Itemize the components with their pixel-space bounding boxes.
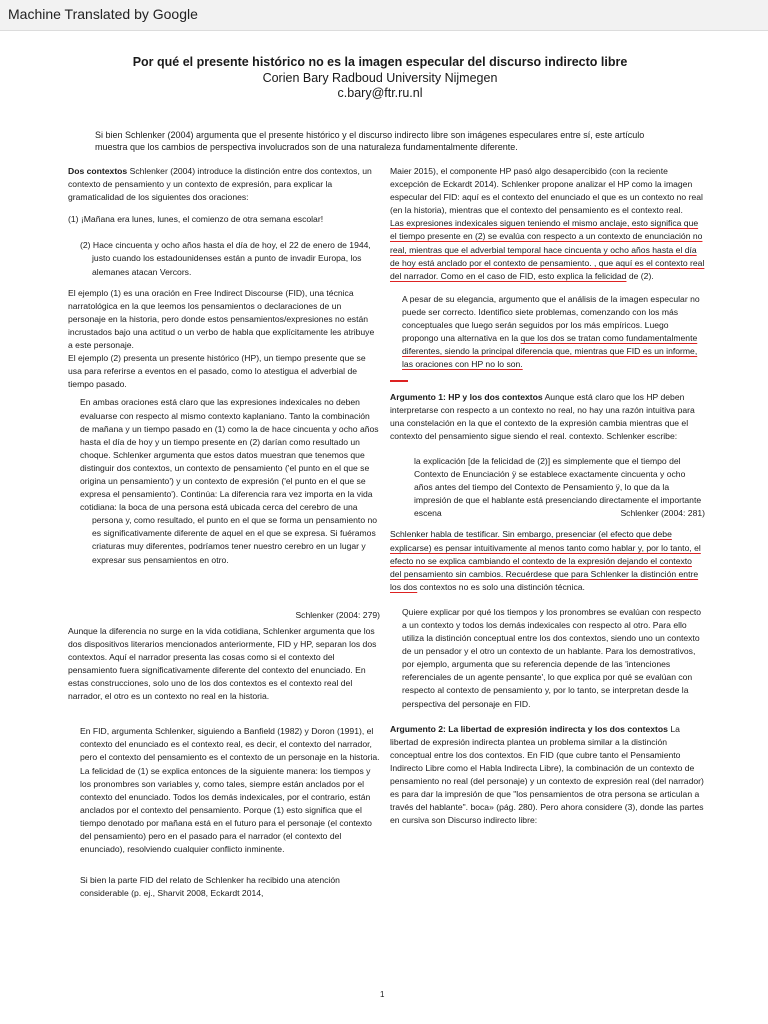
quote-reference: Schlenker (2004: 281) [620, 508, 705, 519]
block-quote: la explicación [de la felicidad de (2)] es simplemente que el tiempo del Contexto de Enunciación ÿ se establece exactamente cincuenta y ocho años antes del tiempo del Contexto de Pensamiento ÿ, lo que da la impresión de que el hablante está presenciando directamente el importante escena [414, 455, 702, 519]
block-quote: persona y, como resultado, el punto en el que se forma un pensamiento no es significativamente diferente de aquel en el que se expresa. Si fuéramos criaturas muy diferentes, podríamos tener nuestro cerebro en un lugar y expresar sus pensamientos en otro. [92, 515, 378, 565]
red-mark [390, 373, 705, 386]
example-1: (1) ¡Mañana era lunes, lunes, el comienzo de otra semana escolar! [68, 214, 324, 225]
paragraph: Quiere explicar por qué los tiempos y los pronombres se evalúan con respecto a un contexto y todos los demás indexicales con respecto al otro. Para ello utiliza la distinción conceptual entre los dos contextos, siendo uno un contexto de un pensador y el otro un contexto de un hablante. Para los demostrativos, por ejemplo, argumenta que su referencia depende de las 'intenciones referenciales de un agente pensante', lo que explica por qué se evalúan con respecto al contexto de pensamiento y, por lo tanto, se interpretan desde la perspectiva del personaje en FID. [402, 606, 702, 709]
paragraph-text: contextos no es solo una distinción técnica. [417, 581, 585, 592]
paragraph: Aunque la diferencia no surge en la vida cotidiana, Schlenker argumenta que los dos dispositivos literarios mencionados anteriormente, FID y HP, separan los dos contextos. Aquí el narrador presenta las cosas como si el contexto del pensamiento fuera significativamente diferente del contexto del enunciado. En estas construcciones, solo uno de los dos contextos es el contexto real del narrador, el otro es un contexto no real en la historia. [68, 625, 377, 702]
paragraph [390, 293, 705, 372]
translation-banner [0, 0, 768, 31]
abstract: Si bien Schlenker (2004) argumenta que el presente histórico y el discurso indirecto libre son imágenes especulares entre sí, este artículo muestra que los cambios de perspectiva involucrados son de una naturaleza fundamentalmente diferente. [95, 130, 645, 152]
left-column [68, 165, 380, 900]
section-heading: Argumento 2: La libertad de expresión indirecta y los dos contextos [390, 723, 668, 734]
title-author: Corien Bary Radboud University Nijmegen [262, 70, 498, 85]
highlighted-text: Schlenker habla de testificar. Sin embargo, presenciar (el efecto que debe explicarse) es pensar intuitivamente al menos tanto como hablar y, por lo tanto, el efecto no se explica cambiando el contexto de la expresión dejando el contexto del pensamiento sin cambios. Recuérdese que para Schlenker la distinción entre los dos [390, 529, 701, 592]
paragraph [390, 723, 705, 828]
paragraph [68, 165, 380, 204]
paragraph-text: Aunque está claro que los HP deben interpretarse con respecto a un contexto no real, no hay una razón intuitiva para una constelación en la que el contexto de la expresión cambia mientras que el contexto del pensamiento sigue siendo el real. contexto. Schlenker escribe: [390, 391, 695, 441]
paragraph: En FID, argumenta Schlenker, siguiendo a Banfield (1982) y Doron (1991), el contexto del enunciado es el contexto real, es decir, el contexto del narrador, pero el contexto del pensamiento es el contexto de un personaje en la historia. La felicidad de (1) se explica entonces de la siguiente manera: los tiempos y los pronombres son variables y, como tales, siempre están anclados por el contexto del enunciado. Todos los demás indexicales, por el contrario, están anclados por el contexto del pensamiento. Porque (1) esto significa que el tiempo denotado por mañana está en el futuro para el personaje (el contexto del pensamiento) pero en el pasado para el narrador (el contexto del enunciado), resolviendo cualquier conflicto inminente. [80, 726, 380, 855]
paragraph-text: de (2). [626, 270, 654, 281]
example-2: (2) Hace cincuenta y ocho años hasta el día de hoy, el 22 de enero de 1944, justo cuando los estadounidenses están a punto de invadir Europa, los alemanes atacan Vercors. [80, 240, 371, 277]
paragraph-text: La libertad de expresión indirecta plantea un problema similar a la distinción conceptual entre los dos contextos. En FID (que cubre tanto el Pensamiento Indirecto Libre como el Habla Indirecta Libre), la combinación de un contexto de pensamiento no real (del personaje) y un contexto de expresión real (del narrador) es para dar la impresión de que "los pensamientos de otra persona se articulan a través del hablante". boca» (pág. 280). Pero ahora considere (3), donde las partes en cursiva son Discurso indirecto libre: [390, 723, 704, 826]
author-email: c.bary@ftr.ru.nl [337, 86, 423, 100]
quote-reference: Schlenker (2004: 279) [295, 609, 380, 620]
paragraph: Maier 2015), el componente HP pasó algo desapercibido (con la reciente excepción de Eckardt 2014). Schlenker propone analizar el HP como la imagen especular del FID: aquí es el contexto del enunciado el que es un contexto no real (en la historia), mientras que el contexto del pensamiento es el contexto real. [390, 166, 703, 216]
paragraph [390, 217, 705, 282]
paragraph [390, 391, 705, 443]
page-number: 1 [380, 990, 385, 999]
highlighted-text: que los dos se tratan como fundamentalmente diferentes, siendo la principal diferencia que, mientras que FID es un informe, las oraciones con HP no lo son. [402, 333, 698, 370]
paper-title [120, 55, 640, 102]
banner-text: Machine Translated by Google [8, 6, 198, 22]
paragraph: En ambas oraciones está claro que las expresiones indexicales no deben evaluarse con respecto al mismo contexto kaplaniano. Tanto la combinación de mañana y un tiempo pasado en (1) como la de hace cincuenta y ocho años hasta el día de hoy y un tiempo presente en (2) darían como resultado un choque. Schlenker argumenta que estos datos muestran que tenemos que distinguir dos contextos, un contexto de pensamiento ('el punto en el que se origina un pensamiento') y un contexto de expresión ('el punto en el que se expresa el pensamiento'). Continúa: La diferencia rara vez importa en la vida cotidiana: la boca de una persona está ubicada cerca del cerebro de una [80, 397, 379, 513]
right-column [390, 165, 705, 827]
paragraph: Si bien la parte FID del relato de Schlenker ha recibido una atención considerable (p. ej., Sharvit 2008, Eckardt 2014, [80, 875, 340, 899]
paragraph: El ejemplo (1) es una oración en Free Indirect Discourse (FID), una técnica narratológica en la que leemos los pensamientos o declaraciones de un personaje en la historia, pero donde estos pensamientos/expresiones no están incrustados bajo una actitud o un verbo de habla que explícitamente les atribuye a este personaje. [68, 287, 375, 351]
paragraph [390, 528, 705, 593]
highlighted-text: Las expresiones indexicales siguen teniendo el mismo anclaje, esto significa que el tiempo presente en (2) se evalúa con respecto a un contexto de enunciación no real, mientras que el adverbial temporal hace cincuenta y ocho años hasta el día de hoy está anclado por el contexto de pensamiento. , que aquí es el contexto real del narrador. Como en el caso de FID, esto explica la felicidad [390, 218, 705, 281]
red-dash [390, 376, 408, 382]
section-heading: Dos contextos [68, 166, 128, 176]
paragraph-text: A pesar de su elegancia, argumento que el análisis de la imagen especular no puede ser correcto. Identifico siete problemas, comenzando con los más conceptuales que luego serán seguidos por los más empíricos. Luego propongo una alternativa en la [402, 293, 700, 344]
section-heading: Argumento 1: HP y los dos contextos [390, 391, 543, 402]
paragraph-text: Schlenker (2004) introduce la distinción entre dos contextos, un contexto de pensamiento y un contexto de expresión, para explicar la gramaticalidad de los siguientes dos oraciones: [68, 166, 372, 203]
paragraph: El ejemplo (2) presenta un presente histórico (HP), un tiempo presente que se usa para referirse a eventos en el pasado, como lo atestigua el adverbial de tiempo pasado. [68, 353, 366, 390]
title-main: Por qué el presente histórico no es la imagen especular del discurso indirecto libre [132, 55, 628, 69]
